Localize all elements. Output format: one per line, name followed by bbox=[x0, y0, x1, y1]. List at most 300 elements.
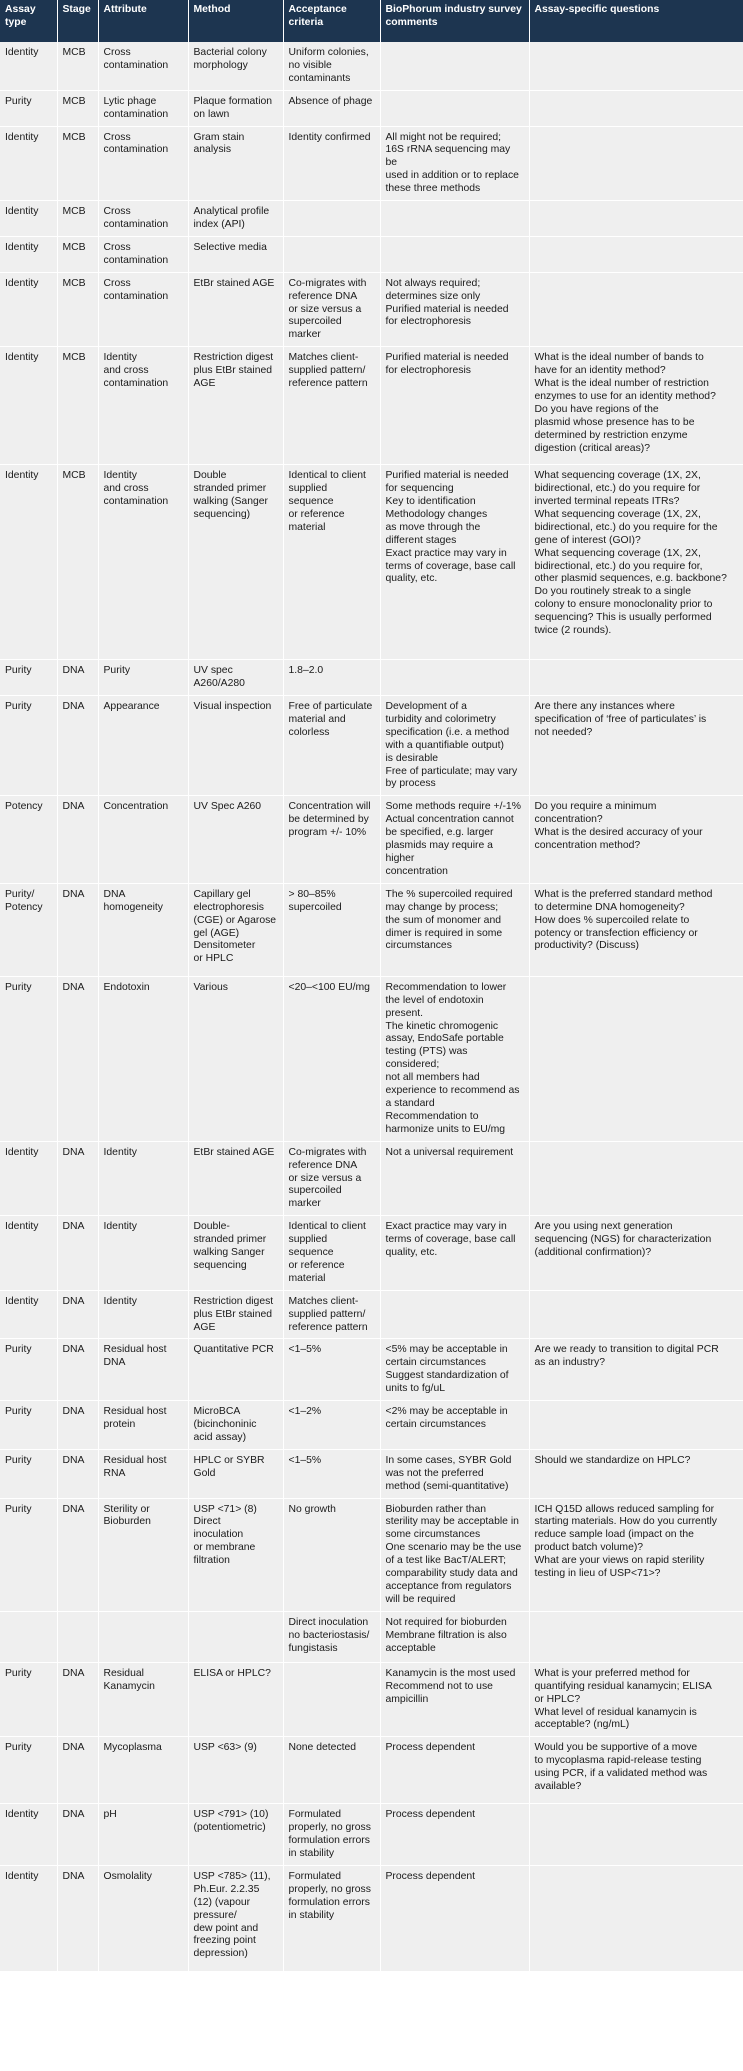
stage-cell bbox=[57, 883, 98, 976]
cell-text-line: Direct inoculation bbox=[288, 1616, 369, 1628]
cell-text-line: Recommend not to use bbox=[385, 1680, 493, 1692]
cell-text-line: supercoiled bbox=[288, 901, 342, 913]
cell-text-line: Identity bbox=[5, 131, 39, 143]
cell-text-line: USP <785> (11), bbox=[193, 1870, 271, 1882]
survey-comments-cell bbox=[380, 796, 529, 883]
cell-text-line: stranded primer bbox=[193, 483, 267, 495]
cell-text-line: 1.8–2.0 bbox=[288, 665, 324, 677]
cell-text-line: Identity bbox=[103, 352, 138, 364]
cell-text-line: Uniform colonies, bbox=[288, 47, 369, 58]
assay-questions-cell bbox=[529, 272, 743, 347]
cell-text-line: sequencing (NGS) for characterization bbox=[534, 1234, 712, 1246]
assay-questions-cell bbox=[529, 126, 743, 201]
cell-text-line: contamination bbox=[103, 290, 169, 302]
cell-text-line: be determined by bbox=[288, 814, 369, 826]
cell-text-line: RNA bbox=[103, 1467, 126, 1479]
assay-type-cell bbox=[0, 696, 57, 796]
acceptance-criteria-cell bbox=[283, 1662, 380, 1737]
attribute-cell bbox=[98, 883, 188, 976]
method-cell bbox=[188, 1737, 283, 1804]
cell-text-line: Matches client- bbox=[288, 1295, 359, 1307]
cell-text-line: enzymes to use for an identity method? bbox=[534, 390, 716, 402]
attribute-cell bbox=[98, 201, 188, 237]
cell-text-line: certain circumstances bbox=[385, 1419, 486, 1430]
cell-text-line: experience to recommend as bbox=[385, 1085, 520, 1097]
method-cell bbox=[188, 236, 283, 272]
cell-text-line: inverted terminal repeats ITRs? bbox=[534, 496, 680, 508]
method-cell bbox=[188, 42, 283, 90]
cell-text-line: DNA bbox=[62, 801, 85, 813]
cell-text-line: formulation errors bbox=[288, 1835, 370, 1847]
cell-text-line: In some cases, SYBR Gold bbox=[385, 1454, 512, 1466]
cell-text-line: Are we ready to transition to digital PCR bbox=[534, 1344, 719, 1356]
cell-text-line: ELISA or HPLC? bbox=[193, 1667, 271, 1679]
assay-questions-cell bbox=[529, 1216, 743, 1291]
table-row bbox=[0, 42, 743, 90]
cell-text-line: no bacteriostasis/ bbox=[288, 1629, 370, 1641]
method-cell bbox=[188, 1449, 283, 1498]
header-attribute: Attribute bbox=[98, 0, 188, 42]
cell-text-line: MCB bbox=[62, 131, 86, 143]
cell-text-line: Exact practice may vary in bbox=[385, 1221, 507, 1233]
cell-text-line: Bacterial colony bbox=[193, 47, 267, 58]
stage-cell bbox=[57, 1498, 98, 1611]
cell-text-line: digestion (critical areas)? bbox=[534, 442, 650, 454]
method-cell bbox=[188, 90, 283, 126]
cell-text-line: MCB bbox=[62, 47, 86, 58]
cell-text-line: by process bbox=[385, 778, 436, 790]
method-cell bbox=[188, 796, 283, 883]
acceptance-criteria-cell bbox=[283, 660, 380, 696]
cell-text-line: Quantitative PCR bbox=[193, 1344, 274, 1356]
attribute-cell bbox=[98, 465, 188, 660]
assay-type-cell bbox=[0, 1290, 57, 1339]
cell-text-line: acid assay) bbox=[193, 1431, 247, 1443]
table-row bbox=[0, 660, 743, 696]
cell-text-line: freezing point bbox=[193, 1935, 256, 1947]
cell-text-line: gel (AGE) bbox=[193, 927, 240, 939]
method-cell bbox=[188, 660, 283, 696]
cell-text-line: properly, no gross bbox=[288, 1822, 371, 1834]
attribute-cell bbox=[98, 126, 188, 201]
cell-text-line: Do you have regions of the bbox=[534, 403, 659, 415]
header-method: Method bbox=[188, 0, 283, 42]
cell-text-line: filtration bbox=[193, 1555, 230, 1567]
cell-text-line: Identity bbox=[5, 470, 39, 482]
stage-cell bbox=[57, 201, 98, 237]
cell-text-line: sequencing bbox=[193, 1259, 247, 1271]
assay-questions-cell bbox=[529, 1804, 743, 1866]
cell-text-line: Appearance bbox=[103, 701, 160, 713]
cell-text-line: Purity bbox=[5, 981, 32, 993]
acceptance-criteria-cell bbox=[283, 465, 380, 660]
cell-text-line: other plasmid sequences, e.g. backbone? bbox=[534, 573, 727, 585]
cell-text-line: concentration method? bbox=[534, 840, 641, 852]
assay-questions-cell bbox=[529, 1611, 743, 1662]
cell-text-line: Not a universal requirement bbox=[385, 1146, 514, 1158]
stage-cell bbox=[57, 90, 98, 126]
cell-text-line: Residual host bbox=[103, 1344, 167, 1356]
cell-text-line: contaminants bbox=[288, 72, 351, 84]
cell-text-line: no visible bbox=[288, 59, 332, 71]
header-assay-questions: Assay-specific questions bbox=[529, 0, 743, 42]
cell-text-line: Identity bbox=[5, 1295, 39, 1307]
cell-text-line: productivity? (Discuss) bbox=[534, 940, 640, 952]
cell-text-line: Restriction digest bbox=[193, 1295, 274, 1307]
cell-text-line: reference pattern bbox=[288, 378, 368, 390]
table-row bbox=[0, 465, 743, 660]
cell-text-line: some circumstances bbox=[385, 1529, 481, 1541]
cell-text-line: DNA bbox=[62, 1742, 85, 1754]
attribute-cell bbox=[98, 347, 188, 465]
cell-text-line: Plaque formation bbox=[193, 95, 273, 107]
cell-text-line: material bbox=[288, 1272, 326, 1284]
cell-text-line: homogeneity bbox=[103, 901, 163, 913]
cell-text-line: concentration bbox=[385, 865, 448, 877]
cell-text-line: USP <63> (9) bbox=[193, 1742, 257, 1754]
cell-text-line: supplied pattern/ bbox=[288, 1308, 366, 1320]
cell-text-line: Identity bbox=[5, 1870, 39, 1882]
cell-text-line: MicroBCA bbox=[193, 1406, 241, 1418]
cell-text-line: Identity bbox=[5, 1809, 39, 1821]
cell-text-line: Selective media bbox=[193, 241, 267, 253]
cell-text-line: Exact practice may vary in bbox=[385, 547, 507, 559]
cell-text-line: Purity/ bbox=[5, 888, 35, 900]
assay-questions-cell bbox=[529, 696, 743, 796]
survey-comments-cell bbox=[380, 696, 529, 796]
cell-text-line: Mycoplasma bbox=[103, 1742, 162, 1754]
cell-text-line: Endotoxin bbox=[103, 981, 150, 993]
assay-type-cell bbox=[0, 1737, 57, 1804]
cell-text-line: AGE bbox=[193, 378, 216, 390]
cell-text-line: Identity confirmed bbox=[288, 131, 371, 143]
cell-text-line: Cross bbox=[103, 206, 131, 218]
cell-text-line: DNA bbox=[62, 1454, 85, 1466]
cell-text-line: Potency bbox=[5, 901, 43, 913]
cell-text-line: supercoiled marker bbox=[288, 316, 342, 341]
table-row bbox=[0, 1141, 743, 1216]
acceptance-criteria-cell bbox=[283, 1401, 380, 1450]
cell-text-line: comparability study data and bbox=[385, 1568, 518, 1580]
assay-type-cell bbox=[0, 1804, 57, 1866]
acceptance-criteria-cell bbox=[283, 1216, 380, 1291]
cell-text-line: twice (2 rounds). bbox=[534, 625, 612, 637]
cell-text-line: > 80–85% bbox=[288, 888, 336, 900]
cell-text-line: program +/- 10% bbox=[288, 827, 367, 839]
cell-text-line: supercoiled marker bbox=[288, 1185, 342, 1210]
cell-text-line: (12) (vapour bbox=[193, 1896, 251, 1908]
cell-text-line: different stages bbox=[385, 534, 457, 546]
cell-text-line: in stability bbox=[288, 1909, 335, 1921]
cell-text-line: to determine DNA homogeneity? bbox=[534, 901, 685, 913]
cell-text-line: testing in lieu of USP<71>? bbox=[534, 1568, 661, 1580]
table-body bbox=[0, 42, 743, 1971]
acceptance-criteria-cell bbox=[283, 1865, 380, 1971]
cell-text-line: supplied sequence bbox=[288, 483, 334, 508]
assay-questions-cell bbox=[529, 1339, 743, 1401]
cell-text-line: terms of coverage, base call bbox=[385, 560, 516, 572]
cell-text-line: The % supercoiled required bbox=[385, 888, 513, 900]
cell-text-line: DNA bbox=[62, 888, 85, 900]
cell-text-line: bidirectional, etc.) do you require for bbox=[534, 483, 701, 495]
cell-text-line: Purity bbox=[5, 701, 32, 713]
assay-questions-cell bbox=[529, 1449, 743, 1498]
assay-type-cell bbox=[0, 42, 57, 90]
cell-text-line: Identity bbox=[5, 1221, 39, 1233]
stage-cell bbox=[57, 1141, 98, 1216]
cell-text-line: for electrophoresis bbox=[385, 365, 471, 377]
table-row bbox=[0, 1498, 743, 1611]
cell-text-line: UV spec bbox=[193, 665, 233, 677]
survey-comments-cell bbox=[380, 90, 529, 126]
cell-text-line: analysis bbox=[193, 144, 232, 156]
cell-text-line: reference pattern bbox=[288, 1321, 368, 1333]
cell-text-line: Purified material is needed bbox=[385, 352, 509, 364]
assay-type-cell bbox=[0, 1865, 57, 1971]
cell-text-line: Purity bbox=[5, 95, 32, 107]
stage-cell bbox=[57, 1804, 98, 1866]
assay-questions-cell bbox=[529, 90, 743, 126]
cell-text-line: quality, etc. bbox=[385, 573, 438, 585]
cell-text-line: MCB bbox=[62, 352, 86, 364]
assay-questions-cell bbox=[529, 1737, 743, 1804]
method-cell bbox=[188, 883, 283, 976]
assay-questions-cell bbox=[529, 201, 743, 237]
cell-text-line: EtBr stained AGE bbox=[193, 277, 275, 289]
cell-text-line: Not required for bioburden bbox=[385, 1616, 507, 1628]
cell-text-line: HPLC or SYBR bbox=[193, 1454, 265, 1466]
cell-text-line: <1–5% bbox=[288, 1344, 322, 1356]
assay-type-cell bbox=[0, 660, 57, 696]
cell-text-line: quantifying residual kanamycin; ELISA bbox=[534, 1680, 712, 1692]
cell-text-line: Kanamycin bbox=[103, 1680, 155, 1692]
cell-text-line: What is your preferred method for bbox=[534, 1667, 690, 1679]
attribute-cell bbox=[98, 1449, 188, 1498]
acceptance-criteria-cell bbox=[283, 236, 380, 272]
acceptance-criteria-cell bbox=[283, 1339, 380, 1401]
cell-text-line: Membrane filtration is also bbox=[385, 1629, 507, 1641]
method-cell bbox=[188, 201, 283, 237]
cell-text-line: Cross bbox=[103, 131, 131, 143]
stage-cell bbox=[57, 347, 98, 465]
cell-text-line: is desirable bbox=[385, 752, 439, 764]
cell-text-line: stranded primer bbox=[193, 1234, 267, 1246]
method-cell bbox=[188, 272, 283, 347]
acceptance-criteria-cell bbox=[283, 1737, 380, 1804]
cell-text-line: method (semi-quantitative) bbox=[385, 1480, 509, 1492]
survey-comments-cell bbox=[380, 465, 529, 660]
cell-text-line: Development of a bbox=[385, 701, 467, 713]
cell-text-line: Should we standardize on HPLC? bbox=[534, 1454, 691, 1466]
assay-type-cell bbox=[0, 465, 57, 660]
table-row bbox=[0, 272, 743, 347]
attribute-cell bbox=[98, 1401, 188, 1450]
cell-text-line: DNA bbox=[62, 1406, 85, 1418]
assay-questions-cell bbox=[529, 1498, 743, 1611]
cell-text-line: Actual concentration cannot bbox=[385, 814, 514, 826]
cell-text-line: Process dependent bbox=[385, 1742, 476, 1754]
stage-cell bbox=[57, 1865, 98, 1971]
cell-text-line: these three methods bbox=[385, 183, 481, 195]
cell-text-line: Purity bbox=[5, 1454, 32, 1466]
cell-text-line: and cross bbox=[103, 365, 149, 377]
cell-text-line: for sequencing bbox=[385, 483, 454, 495]
cell-text-line: index (API) bbox=[193, 218, 245, 230]
survey-comments-cell bbox=[380, 42, 529, 90]
cell-text-line: sterility may be acceptable in bbox=[385, 1516, 519, 1528]
cell-text-line: pH bbox=[103, 1809, 117, 1821]
attribute-cell bbox=[98, 1662, 188, 1737]
cell-text-line: acceptable? (ng/mL) bbox=[534, 1719, 630, 1731]
cell-text-line: Double bbox=[193, 470, 227, 482]
cell-text-line: How does % supercoiled relate to bbox=[534, 914, 690, 926]
cell-text-line: Ph.Eur. 2.2.35 bbox=[193, 1883, 260, 1895]
cell-text-line: What is the desired accuracy of your bbox=[534, 827, 703, 839]
cell-text-line: depression) bbox=[193, 1948, 248, 1960]
survey-comments-cell bbox=[380, 1216, 529, 1291]
cell-text-line: Gold bbox=[193, 1467, 216, 1479]
cell-text-line: ampicillin bbox=[385, 1693, 429, 1705]
cell-text-line: determines size only bbox=[385, 290, 481, 302]
cell-text-line: plasmids may require a higher bbox=[385, 840, 493, 864]
assay-questions-cell bbox=[529, 1865, 743, 1971]
assay-type-cell bbox=[0, 1141, 57, 1216]
acceptance-criteria-cell bbox=[283, 1804, 380, 1866]
cell-text-line: Identity bbox=[5, 206, 39, 218]
stage-cell bbox=[57, 1339, 98, 1401]
cell-text-line: was not the preferred bbox=[385, 1467, 484, 1479]
attribute-cell bbox=[98, 1804, 188, 1866]
assay-questions-cell bbox=[529, 347, 743, 465]
cell-text-line: protein bbox=[103, 1419, 136, 1430]
cell-text-line: contamination bbox=[103, 254, 169, 266]
cell-text-line: Formulated bbox=[288, 1809, 342, 1821]
cell-text-line: What level of residual kanamycin is bbox=[534, 1706, 697, 1718]
acceptance-criteria-cell bbox=[283, 272, 380, 347]
cell-text-line: MCB bbox=[62, 277, 86, 289]
cell-text-line: Methodology changes bbox=[385, 508, 488, 520]
cell-text-line: specification of ‘free of particulates’ is bbox=[534, 713, 707, 725]
cell-text-line: or reference bbox=[288, 1259, 345, 1271]
cell-text-line: DNA bbox=[62, 1870, 85, 1882]
cell-text-line: DNA bbox=[62, 1221, 85, 1233]
cell-text-line: specification (i.e. a method bbox=[385, 726, 510, 738]
survey-comments-cell bbox=[380, 126, 529, 201]
acceptance-criteria-cell bbox=[283, 883, 380, 976]
cell-text-line: Free of particulate; may vary bbox=[385, 765, 518, 777]
cell-text-line: determined by restriction enzyme bbox=[534, 429, 688, 441]
cell-text-line: plus EtBr stained bbox=[193, 365, 273, 377]
assay-type-cell bbox=[0, 1662, 57, 1737]
assay-type-cell bbox=[0, 1339, 57, 1401]
acceptance-criteria-cell bbox=[283, 1498, 380, 1611]
cell-text-line: as an industry? bbox=[534, 1357, 605, 1369]
cell-text-line: not needed? bbox=[534, 726, 593, 738]
attribute-cell bbox=[98, 696, 188, 796]
cell-text-line: or HPLC? bbox=[534, 1693, 581, 1705]
cell-text-line: on lawn bbox=[193, 108, 230, 120]
cell-text-line: Residual bbox=[103, 1667, 144, 1679]
attribute-cell bbox=[98, 660, 188, 696]
stage-cell bbox=[57, 976, 98, 1141]
assay-questions-cell bbox=[529, 236, 743, 272]
cell-text-line: dimer is required in some bbox=[385, 927, 503, 939]
cell-text-line: MCB bbox=[62, 470, 86, 482]
cell-text-line: Are there any instances where bbox=[534, 701, 675, 713]
cell-text-line: Identity bbox=[5, 277, 39, 289]
cell-text-line: concentration? bbox=[534, 814, 603, 826]
assay-questions-cell bbox=[529, 976, 743, 1141]
cell-text-line: DNA bbox=[62, 701, 85, 713]
acceptance-criteria-cell bbox=[283, 126, 380, 201]
cell-text-line: and cross bbox=[103, 483, 149, 495]
cell-text-line: for electrophoresis bbox=[385, 316, 471, 328]
attribute-cell bbox=[98, 1611, 188, 1662]
cell-text-line: or membrane bbox=[193, 1542, 256, 1554]
assay-type-cell bbox=[0, 201, 57, 237]
cell-text-line: MCB bbox=[62, 95, 86, 107]
cell-text-line: Restriction digest bbox=[193, 352, 274, 364]
attribute-cell bbox=[98, 1290, 188, 1339]
stage-cell bbox=[57, 796, 98, 883]
cell-text-line: Identity bbox=[103, 470, 138, 482]
header-acceptance-criteria: Acceptance criteria bbox=[283, 0, 380, 42]
cell-text-line: The kinetic chromogenic bbox=[385, 1020, 499, 1032]
cell-text-line: certain circumstances bbox=[385, 1357, 486, 1369]
table-row bbox=[0, 1401, 743, 1450]
table-row bbox=[0, 1804, 743, 1866]
attribute-cell bbox=[98, 1865, 188, 1971]
cell-text-line: Double- bbox=[193, 1221, 230, 1233]
cell-text-line: Matches client- bbox=[288, 352, 359, 364]
cell-text-line: in stability bbox=[288, 1848, 335, 1860]
cell-text-line: pressure/ bbox=[193, 1909, 237, 1921]
cell-text-line: Identical to client bbox=[288, 1221, 366, 1233]
acceptance-criteria-cell bbox=[283, 1611, 380, 1662]
cell-text-line: Cross bbox=[103, 241, 131, 253]
cell-text-line: colorless bbox=[288, 726, 330, 738]
assay-type-cell bbox=[0, 796, 57, 883]
cell-text-line: gene of interest (GOI)? bbox=[534, 534, 641, 546]
cell-text-line: Identity bbox=[5, 241, 39, 253]
attribute-cell bbox=[98, 272, 188, 347]
cell-text-line: Cross bbox=[103, 47, 131, 58]
cell-text-line: DNA bbox=[62, 981, 85, 993]
cell-text-line: quality, etc. bbox=[385, 1247, 438, 1259]
cell-text-line: of a test like BacT/ALERT; bbox=[385, 1555, 507, 1567]
cell-text-line: <1–5% bbox=[288, 1454, 322, 1466]
cell-text-line: will be required bbox=[385, 1593, 456, 1605]
table-row bbox=[0, 883, 743, 976]
method-cell bbox=[188, 1401, 283, 1450]
cell-text-line: Identity bbox=[5, 352, 39, 364]
stage-cell bbox=[57, 42, 98, 90]
cell-text-line: sequencing? This is usually performed bbox=[534, 612, 712, 624]
cell-text-line: acceptance from regulators bbox=[385, 1580, 512, 1592]
cell-text-line: Concentration will bbox=[288, 801, 371, 813]
cell-text-line: properly, no gross bbox=[288, 1883, 371, 1895]
assay-questions-cell bbox=[529, 1401, 743, 1450]
cell-text-line: Purified material is needed bbox=[385, 303, 509, 315]
cell-text-line: walking Sanger bbox=[193, 1247, 265, 1259]
cell-text-line: not all members had bbox=[385, 1072, 480, 1084]
assay-type-cell bbox=[0, 272, 57, 347]
acceptance-criteria-cell bbox=[283, 201, 380, 237]
table-row bbox=[0, 236, 743, 272]
header-stage: Stage bbox=[57, 0, 98, 42]
acceptance-criteria-cell bbox=[283, 1141, 380, 1216]
cell-text-line: Residual host bbox=[103, 1454, 167, 1466]
